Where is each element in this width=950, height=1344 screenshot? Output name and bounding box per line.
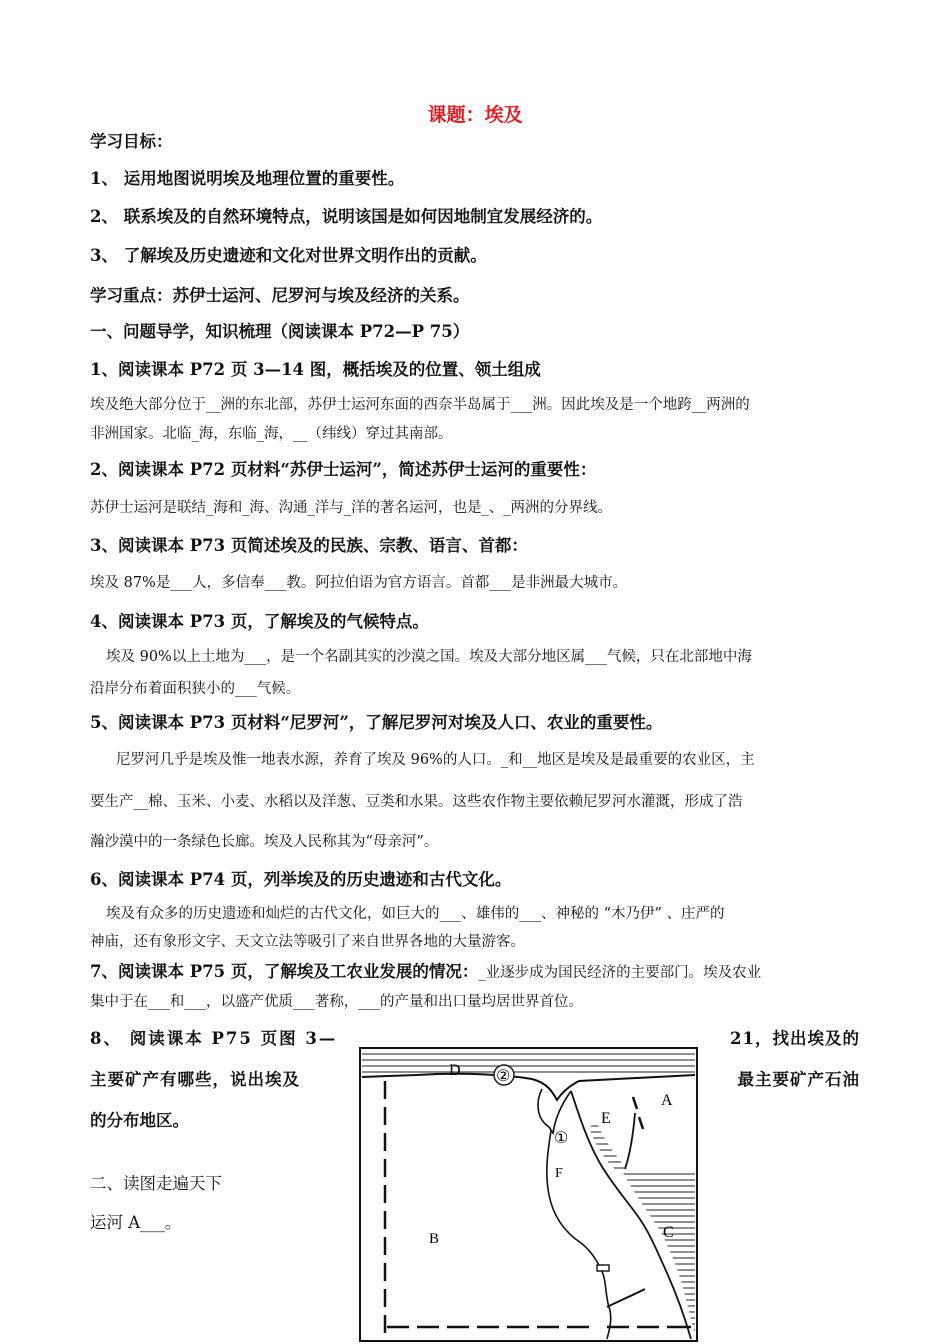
- question-heading: 7、阅读课本 P75 页，了解埃及工农业发展的情况：: [90, 962, 479, 981]
- canal-question: 运河 A___。: [90, 1213, 182, 1232]
- question-heading: 1、阅读课本 P72 页 3—14 图，概括埃及的位置、领土组成: [90, 360, 541, 379]
- mediterranean-sea: [362, 1050, 695, 1076]
- question-heading: 3、阅读课本 P73 页简述埃及的民族、宗教、语言、首都：: [90, 536, 528, 555]
- label-B: B: [429, 1231, 440, 1247]
- question-heading: 2、阅读课本 P72 页材料“苏伊士运河”，简述苏伊士运河的重要性：: [90, 460, 597, 479]
- goal-item: 3、 了解埃及历史遗迹和文化对世界文明作出的贡献。: [90, 246, 487, 265]
- question-text: 尼罗河几乎是埃及惟一地表水源，养育了埃及 96%的人口。_和__地区是埃及是最重要的农业区，主: [116, 752, 755, 768]
- goals-heading: 学习目标：: [90, 132, 173, 151]
- question-text: 非洲国家。北临_海，东临_海，__（纬线）穿过其南部。: [90, 426, 453, 442]
- dam-marker: [597, 1265, 609, 1271]
- question-text: 埃及绝大部分位于__洲的东北部，苏伊士运河东面的西奈半岛属于___洲。因此埃及是一个地跨__两洲的: [90, 397, 750, 413]
- question-text: 埃及 90%以上土地为___，是一个名副其实的沙漠之国。埃及大部分地区属___气候，只在北部地中海: [106, 649, 752, 665]
- question-heading: 5、阅读课本 P73 页材料“尼罗河”，了解尼罗河对埃及人口、农业的重要性。: [90, 713, 663, 732]
- question-text: 埃及有众多的历史遗迹和灿烂的古代文化，如巨大的___、雄伟的___、神秘的 “木乃伊” 、庄严的: [106, 906, 725, 922]
- question-text: 瀚沙漠中的一条绿色长廊。埃及人民称其为“母亲河”。: [90, 834, 439, 850]
- question-text: 神庙，还有象形文字、天文立法等吸引了来自世界各地的大量游客。: [90, 934, 525, 950]
- nile-river: [547, 1131, 611, 1339]
- question-text: 集中于在___和___，以盛产优质___著称，___的产量和出口量均居世界首位。: [90, 994, 583, 1010]
- question-heading: 21，找出埃及的: [730, 1029, 860, 1048]
- southeast-boundary: [607, 1289, 645, 1307]
- question-heading: 主要矿产有哪些，说出埃及: [90, 1070, 300, 1089]
- question-text: 苏伊士运河是联结_海和_海、沟通_洋与_洋的著名运河，也是_、_两洲的分界线。: [90, 500, 612, 516]
- question-text: 埃及 87%是___人，多信奉___教。阿拉伯语为官方语言。首都___是非洲最大城市。: [90, 575, 628, 591]
- label-D: D: [449, 1062, 461, 1079]
- label-C: C: [663, 1224, 674, 1241]
- page-title: 课题：埃及: [427, 104, 523, 126]
- goal-item: 1、 运用地图说明埃及地理位置的重要性。: [90, 169, 405, 188]
- label-A: A: [661, 1092, 673, 1109]
- question-text: _业逐步成为国民经济的主要部门。埃及农业: [478, 965, 762, 981]
- gulf-of-suez: [589, 1123, 627, 1173]
- label-F: F: [555, 1166, 563, 1181]
- question-text: 要生产__棉、玉米、小麦、水稻以及洋葱、豆类和水果。这些农作物主要依赖尼罗河水灌溉，形成了浩: [90, 794, 743, 810]
- section-heading: 一、问题导学，知识梳理（阅读课本 P72—P 75）: [90, 322, 470, 341]
- section-heading: 二、读图走遍天下: [90, 1174, 222, 1193]
- question-heading: 8、 阅读课本 P75 页图 3—: [90, 1029, 338, 1048]
- egypt-map: [357, 1045, 700, 1344]
- label-E: E: [601, 1110, 611, 1127]
- question-7-row: [90, 958, 860, 982]
- question-heading: 的分布地区。: [90, 1111, 189, 1130]
- label-marker-2: ②: [496, 1066, 511, 1085]
- north-coastline: [362, 1074, 695, 1100]
- question-heading: 4、阅读课本 P73 页，了解埃及的气候特点。: [90, 612, 429, 631]
- question-text: 沿岸分布着面积狭小的___气候。: [90, 681, 301, 697]
- question-heading: 最主要矿产石油: [737, 1070, 860, 1089]
- focus-line: 学习重点：苏伊士运河、尼罗河与埃及经济的关系。: [90, 286, 470, 305]
- goal-item: 2、 联系埃及的自然环境特点，说明该国是如何因地制宜发展经济的。: [90, 207, 603, 226]
- sinai-east-coast: [625, 1113, 635, 1169]
- label-marker-1: ①: [554, 1128, 569, 1147]
- question-heading: 6、阅读课本 P74 页，列举埃及的历史遗迹和古代文化。: [90, 870, 512, 889]
